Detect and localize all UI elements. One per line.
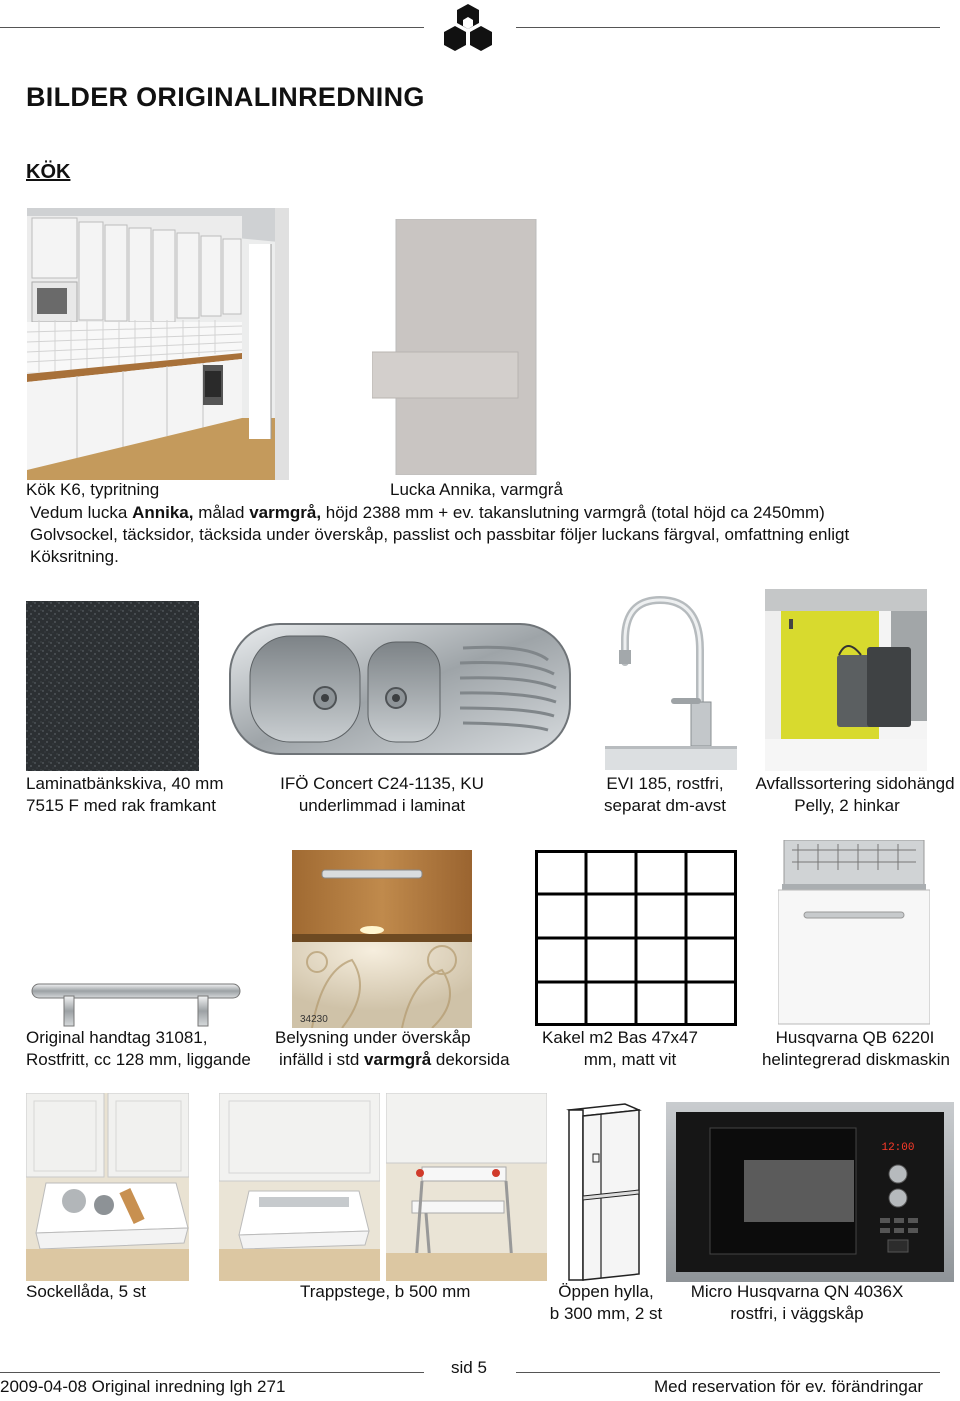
- footer-disclaimer: Med reservation för ev. förändringar: [654, 1377, 923, 1396]
- open-shelf-caption-1: Öppen hylla,: [558, 1282, 654, 1301]
- header-rule-left: [0, 27, 424, 28]
- step-ladder-caption: Trappstege, b 500 mm: [300, 1282, 471, 1301]
- footer-date-document: 2009-04-08 Original inredning lgh 271: [0, 1377, 286, 1396]
- footer-rule-right: [516, 1372, 940, 1373]
- page-title: BILDER ORIGINALINREDNING: [26, 82, 425, 112]
- under-cabinet-lighting-image: [292, 850, 472, 1028]
- footer-rule-left: [0, 1372, 424, 1373]
- sink-caption-1: IFÖ Concert C24-1135, KU: [280, 774, 484, 793]
- waste-sorting-image: [765, 589, 927, 771]
- kitchen-render-image: [27, 208, 289, 480]
- sink-caption-2: underlimmad i laminat: [298, 796, 466, 815]
- kitchen-caption: Kök K6, typritning: [26, 480, 160, 499]
- description-line-3: Köksritning.: [30, 547, 119, 566]
- door-sample-image: [372, 219, 537, 475]
- dishwasher-caption-1: Husqvarna QB 6220I: [775, 1028, 935, 1047]
- door-caption: Lucka Annika, varmgrå: [390, 480, 563, 499]
- description-line-2: Golvsockel, täcksidor, täcksida under överskåp, passlist och passbitar följer luckans färgval, omfattning enligt: [30, 525, 850, 544]
- microwave-display: 12:00: [881, 1142, 915, 1154]
- tile-grid-image: [535, 850, 737, 1026]
- lighting-product-number: 34230: [300, 1014, 328, 1025]
- microwave-image: [666, 1102, 954, 1282]
- faucet-image: [605, 590, 737, 770]
- step-ladder-drawer-image: [219, 1093, 380, 1281]
- description-line-1: Vedum lucka Annika, målad varmgrå, höjd 2388 mm + ev. takanslutning varmgrå (total höjd ca 2450mm): [30, 503, 825, 522]
- waste-caption-1: Avfallssortering sidohängd: [755, 774, 955, 793]
- page-number: sid 5: [451, 1358, 487, 1377]
- microwave-caption-2: rostfri, i väggskåp: [730, 1304, 864, 1323]
- handle-caption-2: Rostfritt, cc 128 mm, liggande: [26, 1050, 251, 1069]
- faucet-caption-2: separat dm-avst: [604, 796, 726, 815]
- faucet-caption-1: EVI 185, rostfri,: [606, 774, 724, 793]
- header-rule-right: [516, 27, 940, 28]
- kitchen-description: [30, 502, 930, 568]
- waste-caption-2: Pelly, 2 hinkar: [794, 796, 900, 815]
- section-heading-kitchen: KÖK: [26, 161, 71, 183]
- lighting-caption-2: infälld i std varmgrå dekorsida: [279, 1050, 510, 1069]
- dishwasher-image: [778, 840, 930, 1026]
- handle-caption-1: Original handtag 31081,: [26, 1028, 208, 1047]
- dishwasher-caption-2: helintegrerad diskmaskin: [761, 1050, 951, 1069]
- plinth-drawer-image: [26, 1093, 189, 1281]
- countertop-sample-image: [26, 601, 199, 771]
- step-ladder-open-image: [386, 1093, 547, 1281]
- countertop-caption-2: 7515 F med rak framkant: [26, 796, 216, 815]
- hexagon-cluster-logo-icon: [440, 2, 496, 58]
- countertop-caption-1: Laminatbänkskiva, 40 mm: [26, 774, 224, 793]
- microwave-caption-1: Micro Husqvarna QN 4036X: [690, 1282, 904, 1301]
- tile-caption-1: Kakel m2 Bas 47x47: [542, 1028, 698, 1047]
- handle-image: [30, 978, 242, 1028]
- sink-image: [228, 618, 573, 760]
- open-shelf-image: [563, 1100, 645, 1282]
- lighting-caption-1: Belysning under överskåp: [275, 1028, 471, 1047]
- open-shelf-caption-2: b 300 mm, 2 st: [549, 1304, 663, 1323]
- tile-caption-2: mm, matt vit: [583, 1050, 677, 1069]
- plinth-drawer-caption: Sockellåda, 5 st: [26, 1282, 147, 1301]
